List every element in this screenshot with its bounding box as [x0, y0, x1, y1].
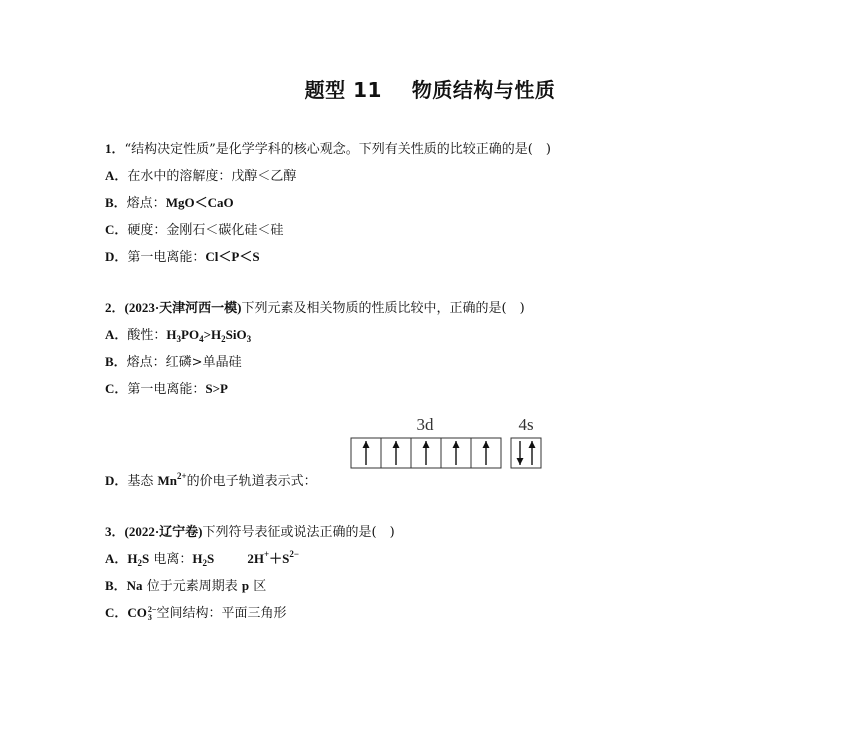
- question-text: “结构决定性质”是化学学科的核心观念。下列有关性质的比较正确的是( ): [124, 142, 551, 157]
- q2-option-c: [105, 380, 228, 399]
- option-text-2: 的价电子轨道表示式：: [186, 474, 317, 489]
- chemical-formula: Cl＜P＜S: [205, 249, 260, 264]
- orbital-diagram: [350, 412, 550, 472]
- q3-option-b: B．Na 位于元素周期表 p 区: [105, 578, 267, 594]
- option-text: 熔点：: [126, 196, 166, 211]
- question-2-stem: [105, 299, 525, 318]
- option-text: 硬度：金刚石＜碳化硅＜硅: [127, 223, 284, 238]
- q1-option-b: [105, 194, 234, 213]
- option-label: C．: [105, 381, 128, 396]
- orbital-boxes-4s: [511, 438, 541, 468]
- orbital-boxes-3d: [351, 438, 501, 468]
- chemical-formula: $Mn^{2+}$: [157, 471, 187, 488]
- question-1-stem: [105, 140, 551, 159]
- option-text: 第一电离能：: [127, 382, 206, 397]
- question-number: 2．: [105, 300, 125, 315]
- option-label: A．: [105, 327, 128, 342]
- q1-option-d: [105, 248, 260, 267]
- option-text: 在水中的溶解度：戊醇＜乙醇: [127, 169, 297, 184]
- chemical-formula: $H_3PO_4>H_2SiO_3$: [166, 327, 252, 344]
- option-text: 酸性：: [127, 328, 167, 343]
- option-text: 基态: [127, 474, 158, 489]
- option-label: B．: [105, 578, 127, 593]
- chemical-formula: MgO＜CaO: [165, 195, 234, 210]
- q1-option-a: [105, 167, 296, 186]
- orbital-box-4s: [511, 438, 541, 468]
- question-3-stem: [105, 523, 395, 542]
- question-number: 1．: [105, 141, 125, 156]
- question-text: 下列符号表征或说法正确的是( ): [202, 525, 395, 540]
- q1-option-c: [105, 221, 283, 240]
- q3-option-c: C．CO 2− 3 空间结构：平面三角形: [105, 605, 287, 623]
- option-label: D．: [105, 473, 128, 488]
- option-label: C．: [105, 605, 128, 620]
- option-label: A．: [105, 168, 128, 183]
- option-text: 第一电离能：: [127, 250, 206, 265]
- option-label: D．: [105, 249, 128, 264]
- question-source: (2022·辽宁卷): [124, 524, 203, 539]
- question-number: 3．: [105, 524, 125, 539]
- option-label: A．: [105, 551, 128, 566]
- question-text: 下列元素及相关物质的性质比较中，正确的是( ): [241, 301, 525, 316]
- option-text: 熔点：红磷>单晶硅: [126, 355, 242, 370]
- chemical-formula: S>P: [205, 381, 228, 396]
- option-label: B．: [105, 354, 127, 369]
- option-label: B．: [105, 195, 127, 210]
- label-3d: 3d: [416, 415, 434, 434]
- option-label: C．: [105, 222, 128, 237]
- chemical-formula: CO 2− 3: [127, 605, 157, 623]
- q2-option-b: [105, 353, 242, 372]
- page-title: 题型 11 物质结构与性质: [304, 78, 556, 102]
- q2-option-d: [105, 472, 317, 491]
- ionization-products: $2H^++S^{2-}$: [247, 549, 299, 566]
- label-4s: 4s: [518, 415, 534, 434]
- question-source: (2023·天津河西一模): [124, 300, 242, 315]
- q2-option-a: [105, 326, 251, 345]
- q3-option-a: A．$H_2S$ 电离：$H_2S$ $2H^++S^{2-}$: [105, 549, 299, 568]
